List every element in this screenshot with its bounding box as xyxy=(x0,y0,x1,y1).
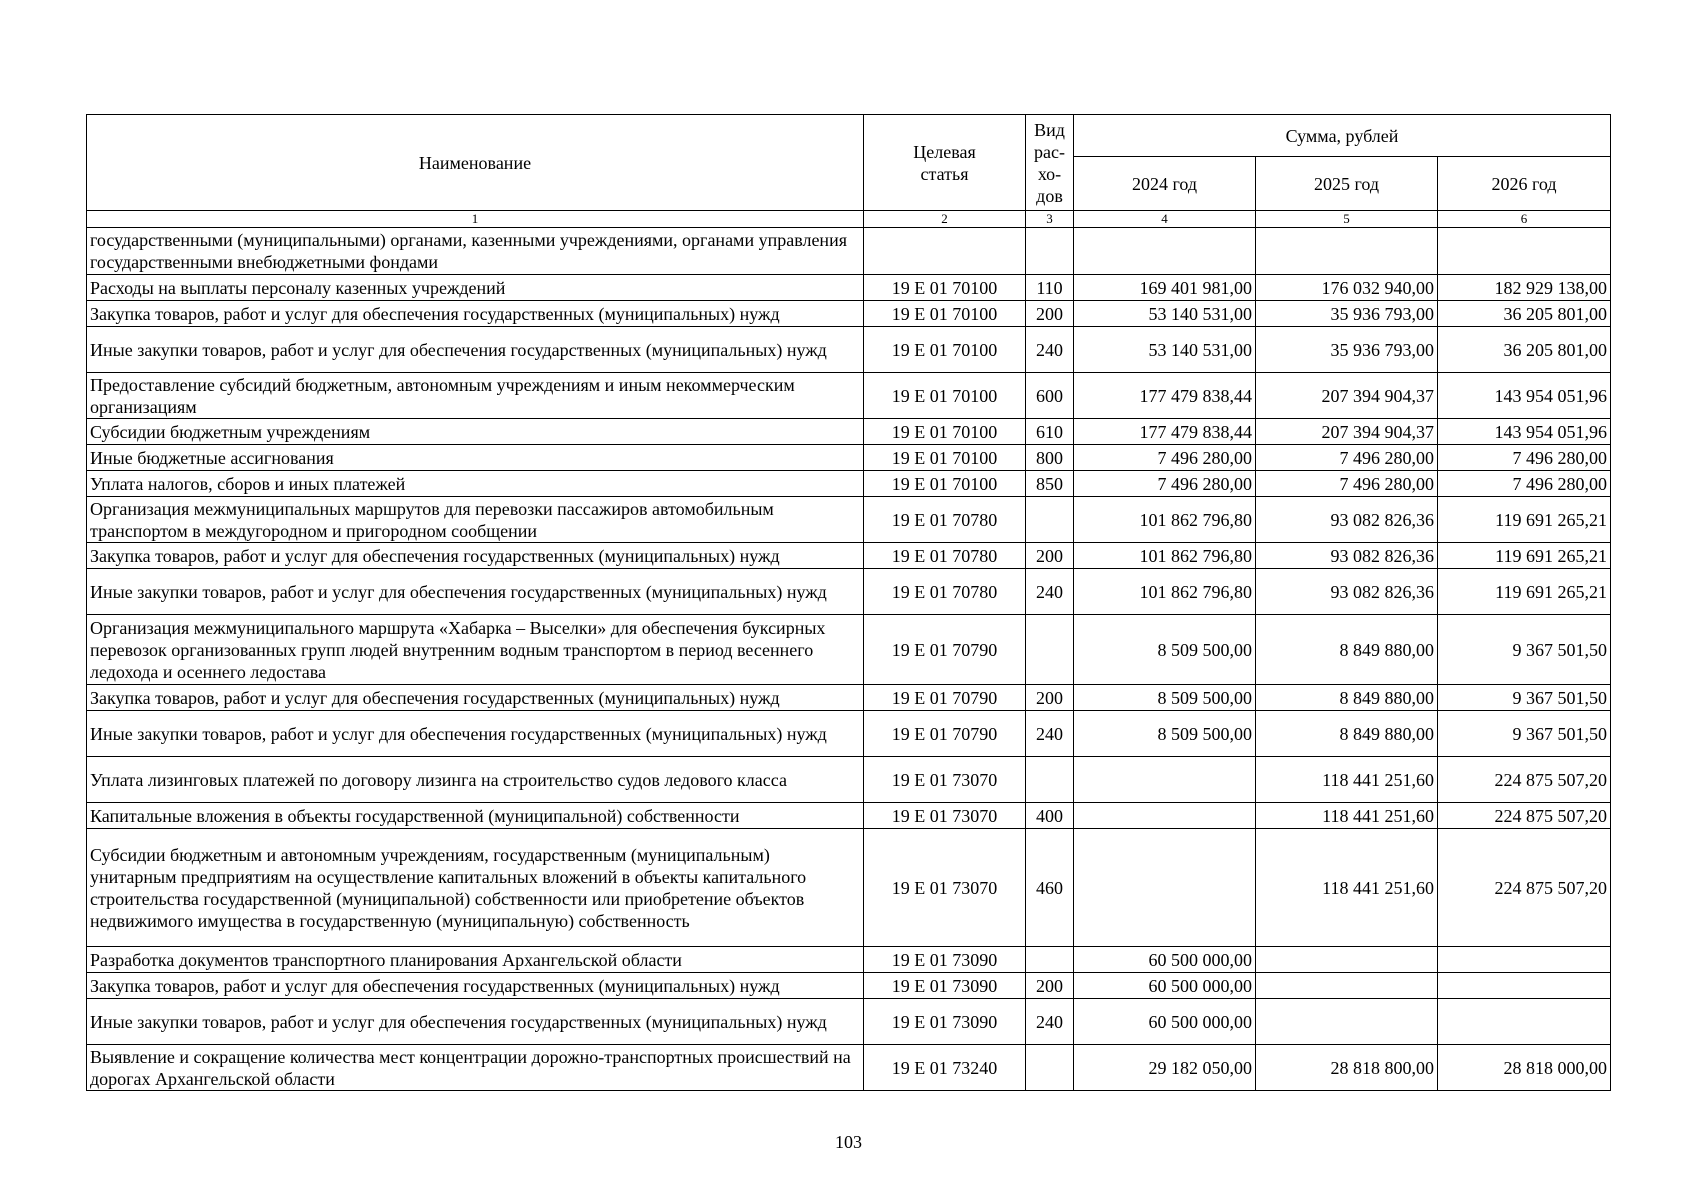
column-number: 3 xyxy=(1026,211,1074,228)
table-row xyxy=(87,445,1611,471)
row-name: Иные закупки товаров, работ и услуг для обеспечения государственных (муниципальных) нужд xyxy=(87,327,864,373)
header-code-line1: Целевая xyxy=(913,141,976,162)
row-expense-type: 460 xyxy=(1026,829,1074,947)
row-amount-2026: 28 818 000,00 xyxy=(1438,1045,1611,1091)
row-target-article: 19 Е 01 70100 xyxy=(864,275,1026,301)
header-target-article xyxy=(864,115,1026,211)
row-amount-2025: 176 032 940,00 xyxy=(1256,275,1438,301)
column-number: 4 xyxy=(1074,211,1256,228)
row-expense-type: 200 xyxy=(1026,973,1074,999)
row-target-article xyxy=(864,228,1026,275)
row-target-article: 19 Е 01 70100 xyxy=(864,445,1026,471)
row-amount-2025: 118 441 251,60 xyxy=(1256,829,1438,947)
row-name: Закупка товаров, работ и услуг для обеспечения государственных (муниципальных) нужд xyxy=(87,685,864,711)
row-amount-2024 xyxy=(1074,757,1256,803)
row-target-article: 19 Е 01 70790 xyxy=(864,685,1026,711)
column-number: 5 xyxy=(1256,211,1438,228)
row-amount-2024: 53 140 531,00 xyxy=(1074,327,1256,373)
row-amount-2026: 9 367 501,50 xyxy=(1438,711,1611,757)
row-name: Иные бюджетные ассигнования xyxy=(87,445,864,471)
row-expense-type: 240 xyxy=(1026,711,1074,757)
row-amount-2025: 28 818 800,00 xyxy=(1256,1045,1438,1091)
table-row xyxy=(87,373,1611,419)
header-vr-line3: хо- xyxy=(1037,163,1062,184)
row-amount-2024: 29 182 050,00 xyxy=(1074,1045,1256,1091)
row-expense-type: 600 xyxy=(1026,373,1074,419)
row-amount-2026 xyxy=(1438,999,1611,1045)
table-row xyxy=(87,327,1611,373)
table-row xyxy=(87,419,1611,445)
row-amount-2025: 35 936 793,00 xyxy=(1256,301,1438,327)
row-amount-2024: 177 479 838,44 xyxy=(1074,419,1256,445)
row-name: Иные закупки товаров, работ и услуг для обеспечения государственных (муниципальных) нужд xyxy=(87,711,864,757)
table-row xyxy=(87,803,1611,829)
row-target-article: 19 Е 01 70100 xyxy=(864,373,1026,419)
row-amount-2024: 177 479 838,44 xyxy=(1074,373,1256,419)
table-row xyxy=(87,947,1611,973)
row-amount-2024: 7 496 280,00 xyxy=(1074,445,1256,471)
row-expense-type: 200 xyxy=(1026,543,1074,569)
header-vr-line2: рас- xyxy=(1034,141,1065,162)
row-target-article: 19 Е 01 73090 xyxy=(864,999,1026,1045)
row-amount-2024 xyxy=(1074,803,1256,829)
row-amount-2024: 8 509 500,00 xyxy=(1074,615,1256,685)
header-name: Наименование xyxy=(87,115,864,211)
table-row xyxy=(87,999,1611,1045)
header-expense-type xyxy=(1026,115,1074,211)
column-number: 2 xyxy=(864,211,1026,228)
row-amount-2026: 7 496 280,00 xyxy=(1438,445,1611,471)
row-expense-type: 240 xyxy=(1026,569,1074,615)
row-amount-2026: 182 929 138,00 xyxy=(1438,275,1611,301)
row-name: Иные закупки товаров, работ и услуг для обеспечения государственных (муниципальных) нужд xyxy=(87,569,864,615)
row-amount-2024 xyxy=(1074,829,1256,947)
row-name: Выявление и сокращение количества мест концентрации дорожно-транспортных происшествий на дорогах Архангельской области xyxy=(87,1045,864,1091)
row-target-article: 19 Е 01 73240 xyxy=(864,1045,1026,1091)
row-amount-2025: 8 849 880,00 xyxy=(1256,615,1438,685)
table-row xyxy=(87,543,1611,569)
row-amount-2024: 7 496 280,00 xyxy=(1074,471,1256,497)
row-amount-2026 xyxy=(1438,973,1611,999)
row-amount-2026: 224 875 507,20 xyxy=(1438,829,1611,947)
row-amount-2026: 119 691 265,21 xyxy=(1438,497,1611,543)
row-amount-2025 xyxy=(1256,999,1438,1045)
row-name: Закупка товаров, работ и услуг для обеспечения государственных (муниципальных) нужд xyxy=(87,543,864,569)
row-target-article: 19 Е 01 70100 xyxy=(864,419,1026,445)
row-name: Субсидии бюджетным и автономным учреждениям, государственным (муниципальным) унитарным предприятиям на осуществление капитальных вложений в объекты капитального строительства государственной (муниципальной) собственности или приобретение объектов недвижимого имущества в государственную (муниципальную) собственность xyxy=(87,829,864,947)
row-amount-2025: 7 496 280,00 xyxy=(1256,471,1438,497)
row-amount-2026: 143 954 051,96 xyxy=(1438,373,1611,419)
row-name: Расходы на выплаты персоналу казенных учреждений xyxy=(87,275,864,301)
row-expense-type: 200 xyxy=(1026,301,1074,327)
row-target-article: 19 Е 01 73070 xyxy=(864,803,1026,829)
row-target-article: 19 Е 01 70790 xyxy=(864,615,1026,685)
row-target-article: 19 Е 01 73090 xyxy=(864,947,1026,973)
row-amount-2025: 8 849 880,00 xyxy=(1256,711,1438,757)
row-target-article: 19 Е 01 70100 xyxy=(864,471,1026,497)
row-expense-type xyxy=(1026,757,1074,803)
row-amount-2024: 101 862 796,80 xyxy=(1074,543,1256,569)
header-year-2024: 2024 год xyxy=(1074,157,1256,211)
row-target-article: 19 Е 01 73070 xyxy=(864,829,1026,947)
row-amount-2026: 224 875 507,20 xyxy=(1438,757,1611,803)
row-amount-2026: 9 367 501,50 xyxy=(1438,685,1611,711)
row-name: Организация межмуниципальных маршрутов для перевозки пассажиров автомобильным транспортом в междугородном и пригородном сообщении xyxy=(87,497,864,543)
row-target-article: 19 Е 01 70780 xyxy=(864,543,1026,569)
table-row xyxy=(87,973,1611,999)
header-vr-line4: дов xyxy=(1036,185,1063,206)
header-vr-line1: Вид xyxy=(1034,119,1065,140)
table-row xyxy=(87,228,1611,275)
row-target-article: 19 Е 01 70780 xyxy=(864,497,1026,543)
row-name: Иные закупки товаров, работ и услуг для обеспечения государственных (муниципальных) нужд xyxy=(87,999,864,1045)
table-row xyxy=(87,685,1611,711)
row-amount-2024: 169 401 981,00 xyxy=(1074,275,1256,301)
row-amount-2025: 207 394 904,37 xyxy=(1256,419,1438,445)
row-amount-2025: 207 394 904,37 xyxy=(1256,373,1438,419)
row-amount-2026: 36 205 801,00 xyxy=(1438,301,1611,327)
row-target-article: 19 Е 01 73070 xyxy=(864,757,1026,803)
row-amount-2024: 101 862 796,80 xyxy=(1074,569,1256,615)
row-amount-2025: 7 496 280,00 xyxy=(1256,445,1438,471)
page-number: 103 xyxy=(835,1132,862,1152)
column-number: 6 xyxy=(1438,211,1611,228)
header-year-2025: 2025 год xyxy=(1256,157,1438,211)
row-amount-2024: 60 500 000,00 xyxy=(1074,947,1256,973)
column-number-row xyxy=(87,211,1611,228)
row-expense-type xyxy=(1026,1045,1074,1091)
row-name: Закупка товаров, работ и услуг для обеспечения государственных (муниципальных) нужд xyxy=(87,301,864,327)
table-row xyxy=(87,711,1611,757)
header-code-line2: статья xyxy=(920,163,969,184)
row-name: Уплата налогов, сборов и иных платежей xyxy=(87,471,864,497)
row-amount-2024: 8 509 500,00 xyxy=(1074,685,1256,711)
row-target-article: 19 Е 01 70790 xyxy=(864,711,1026,757)
row-expense-type: 240 xyxy=(1026,999,1074,1045)
row-amount-2026: 36 205 801,00 xyxy=(1438,327,1611,373)
table-row xyxy=(87,275,1611,301)
column-number: 1 xyxy=(87,211,864,228)
row-expense-type: 610 xyxy=(1026,419,1074,445)
row-amount-2024: 60 500 000,00 xyxy=(1074,999,1256,1045)
row-name: Организация межмуниципального маршрута «Хабарка – Выселки» для обеспечения буксирных перевозок организованных групп людей внутренним водным транспортом в период весеннего ледохода и осеннего ледостава xyxy=(87,615,864,685)
row-expense-type xyxy=(1026,228,1074,275)
table-row xyxy=(87,471,1611,497)
budget-table xyxy=(86,114,1611,1091)
row-amount-2026: 9 367 501,50 xyxy=(1438,615,1611,685)
row-amount-2025: 35 936 793,00 xyxy=(1256,327,1438,373)
row-amount-2025: 93 082 826,36 xyxy=(1256,497,1438,543)
row-amount-2025: 118 441 251,60 xyxy=(1256,803,1438,829)
table-row xyxy=(87,301,1611,327)
row-target-article: 19 Е 01 70780 xyxy=(864,569,1026,615)
row-expense-type: 850 xyxy=(1026,471,1074,497)
row-amount-2024 xyxy=(1074,228,1256,275)
row-expense-type: 400 xyxy=(1026,803,1074,829)
row-amount-2026: 7 496 280,00 xyxy=(1438,471,1611,497)
row-amount-2024: 101 862 796,80 xyxy=(1074,497,1256,543)
row-amount-2024: 53 140 531,00 xyxy=(1074,301,1256,327)
header-sum: Сумма, рублей xyxy=(1074,115,1611,157)
row-name: Капитальные вложения в объекты государственной (муниципальной) собственности xyxy=(87,803,864,829)
row-target-article: 19 Е 01 70100 xyxy=(864,327,1026,373)
row-amount-2025 xyxy=(1256,947,1438,973)
row-expense-type xyxy=(1026,497,1074,543)
header-year-2026: 2026 год xyxy=(1438,157,1611,211)
row-name: Закупка товаров, работ и услуг для обеспечения государственных (муниципальных) нужд xyxy=(87,973,864,999)
row-amount-2024: 60 500 000,00 xyxy=(1074,973,1256,999)
row-amount-2025: 8 849 880,00 xyxy=(1256,685,1438,711)
row-amount-2026: 119 691 265,21 xyxy=(1438,543,1611,569)
row-target-article: 19 Е 01 70100 xyxy=(864,301,1026,327)
row-expense-type: 800 xyxy=(1026,445,1074,471)
table-row xyxy=(87,569,1611,615)
table-row xyxy=(87,1045,1611,1091)
table-row xyxy=(87,497,1611,543)
row-amount-2026 xyxy=(1438,228,1611,275)
row-expense-type: 200 xyxy=(1026,685,1074,711)
row-name: Уплата лизинговых платежей по договору лизинга на строительство судов ледового класса xyxy=(87,757,864,803)
row-expense-type xyxy=(1026,947,1074,973)
table-row xyxy=(87,615,1611,685)
header-row xyxy=(87,115,1611,157)
table-row xyxy=(87,829,1611,947)
row-name: государственными (муниципальными) органами, казенными учреждениями, органами управления государственными внебюджетными фондами xyxy=(87,228,864,275)
row-amount-2025: 93 082 826,36 xyxy=(1256,569,1438,615)
row-name: Субсидии бюджетным учреждениям xyxy=(87,419,864,445)
row-amount-2026: 143 954 051,96 xyxy=(1438,419,1611,445)
row-expense-type: 240 xyxy=(1026,327,1074,373)
row-amount-2025 xyxy=(1256,228,1438,275)
row-expense-type: 110 xyxy=(1026,275,1074,301)
row-amount-2026: 119 691 265,21 xyxy=(1438,569,1611,615)
row-name: Предоставление субсидий бюджетным, автономным учреждениям и иным некоммерческим организациям xyxy=(87,373,864,419)
row-amount-2024: 8 509 500,00 xyxy=(1074,711,1256,757)
row-amount-2026: 224 875 507,20 xyxy=(1438,803,1611,829)
table-row xyxy=(87,757,1611,803)
row-expense-type xyxy=(1026,615,1074,685)
row-amount-2025: 118 441 251,60 xyxy=(1256,757,1438,803)
row-name: Разработка документов транспортного планирования Архангельской области xyxy=(87,947,864,973)
row-target-article: 19 Е 01 73090 xyxy=(864,973,1026,999)
row-amount-2025: 93 082 826,36 xyxy=(1256,543,1438,569)
row-amount-2026 xyxy=(1438,947,1611,973)
row-amount-2025 xyxy=(1256,973,1438,999)
